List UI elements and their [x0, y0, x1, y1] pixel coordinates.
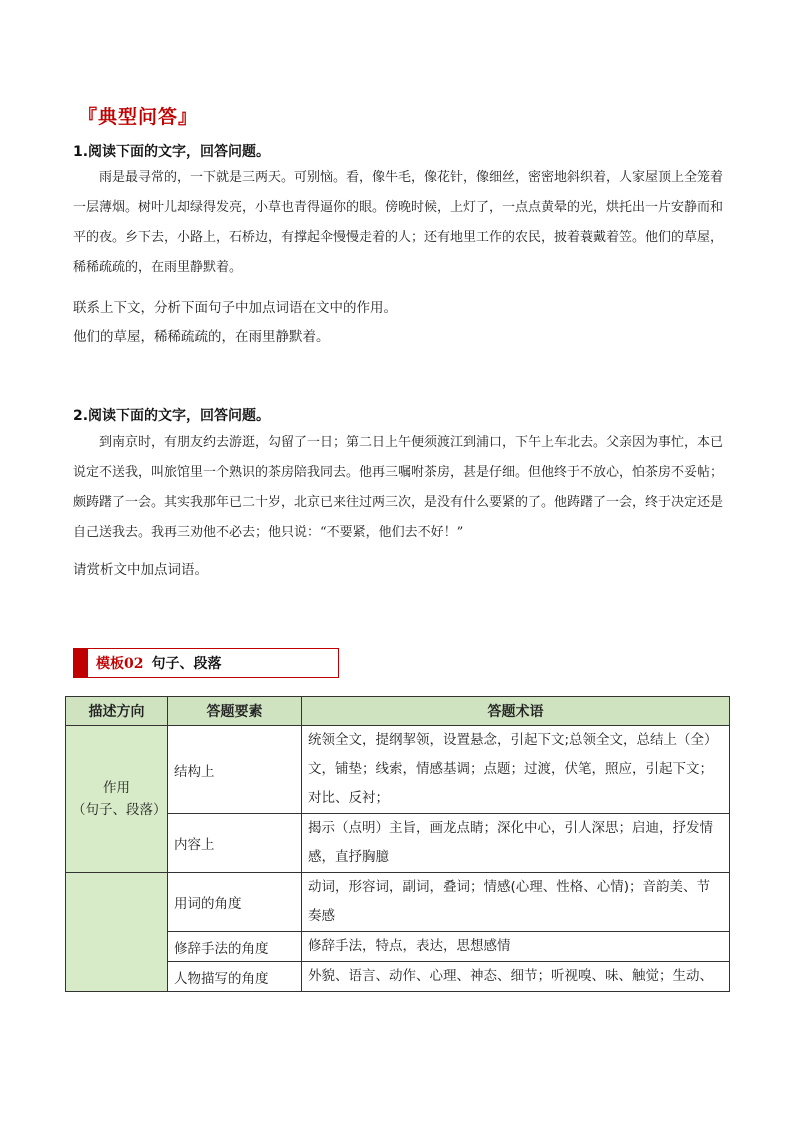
- template-heading: [73, 648, 339, 678]
- element-cell: 内容上: [168, 814, 302, 873]
- element-cell: 人物描写的角度: [168, 962, 302, 992]
- element-cell: 结构上: [168, 726, 302, 814]
- section-title: 『典型问答』: [78, 106, 199, 128]
- terms-cell: 统领全文，提纲挈领，设置悬念，引起下文;总领全文，总结上（全）文，铺垫；线索，情感基调；点题；过渡，伏笔，照应，引起下文；对比、反衬；: [302, 726, 730, 814]
- question-2-passage: 到南京时，有朋友约去游逛，勾留了一日；第二日上午便须渡江到浦口，下午上车北去。父亲因为事忙，本已说定不送我，叫旅馆里一个熟识的茶房陪我同去。他再三嘱咐茶房，甚是仔细。但他终于不放心，怕茶房不妥帖；颇踌躇了一会。其实我那年已二十岁，北京已来往过两三次，是没有什么要紧的了。他踌躇了一会，终于决定还是自己送我去。我再三劝他不必去；他只说：“不要紧，他们去不好！”: [73, 435, 724, 540]
- direction-function-sub: （句子、段落）: [72, 802, 167, 818]
- element-cell: 用词的角度: [168, 873, 302, 932]
- terms-cell: 揭示（点明）主旨，画龙点睛；深化中心，引人深思；启迪，抒发情感，直抒胸臆: [302, 814, 730, 873]
- terms-cell: 外貌、语言、动作、心理、神态、细节；听视嗅、味、触觉；生动、: [302, 962, 730, 992]
- template-tag: 模板02: [96, 656, 144, 672]
- direction-function: [66, 726, 168, 873]
- question-1-heading: 1.阅读下面的文字，回答问题。: [73, 144, 271, 160]
- table-row: [66, 873, 730, 932]
- direction-function-label: 作用: [103, 780, 130, 796]
- answer-terms-table: [65, 696, 730, 992]
- question-1-sentence: 他们的草屋，稀稀疏疏的，在雨里静默着。: [73, 329, 330, 345]
- template-accent-bar: [74, 649, 88, 677]
- terms-cell: 修辞手法，特点，表达，思想感情: [302, 932, 730, 962]
- question-2-prompt: 请赏析文中加点词语。: [73, 562, 208, 578]
- element-cell: 修辞手法的角度: [168, 932, 302, 962]
- header-terms: 答题术语: [302, 697, 730, 726]
- header-direction: 描述方向: [66, 697, 168, 726]
- question-2-heading: 2.阅读下面的文字，回答问题。: [73, 408, 271, 424]
- direction-empty: [66, 873, 168, 992]
- question-1-prompt: 联系上下文，分析下面句子中加点词语在文中的作用。: [73, 300, 397, 316]
- header-elements: 答题要素: [168, 697, 302, 726]
- table-row: [66, 726, 730, 814]
- question-1-passage: 雨是最寻常的，一下就是三两天。可别恼。看，像牛毛，像花针，像细丝，密密地斜织着，人家屋顶上全笼着一层薄烟。树叶儿却绿得发亮，小草也青得逼你的眼。傍晚时候，上灯了，一点点黄晕的光，烘托出一片安静而和平的夜。乡下去，小路上，石桥边，有撑起伞慢慢走着的人；还有地里工作的农民，披着蓑戴着笠。他们的草屋，稀稀疏疏的，在雨里静默着。: [73, 170, 724, 275]
- template-name: 句子、段落: [151, 656, 222, 672]
- terms-cell: 动词，形容词，副词，叠词；情感(心理、性格、心情)；音韵美、节奏感: [302, 873, 730, 932]
- table-header-row: [66, 697, 730, 726]
